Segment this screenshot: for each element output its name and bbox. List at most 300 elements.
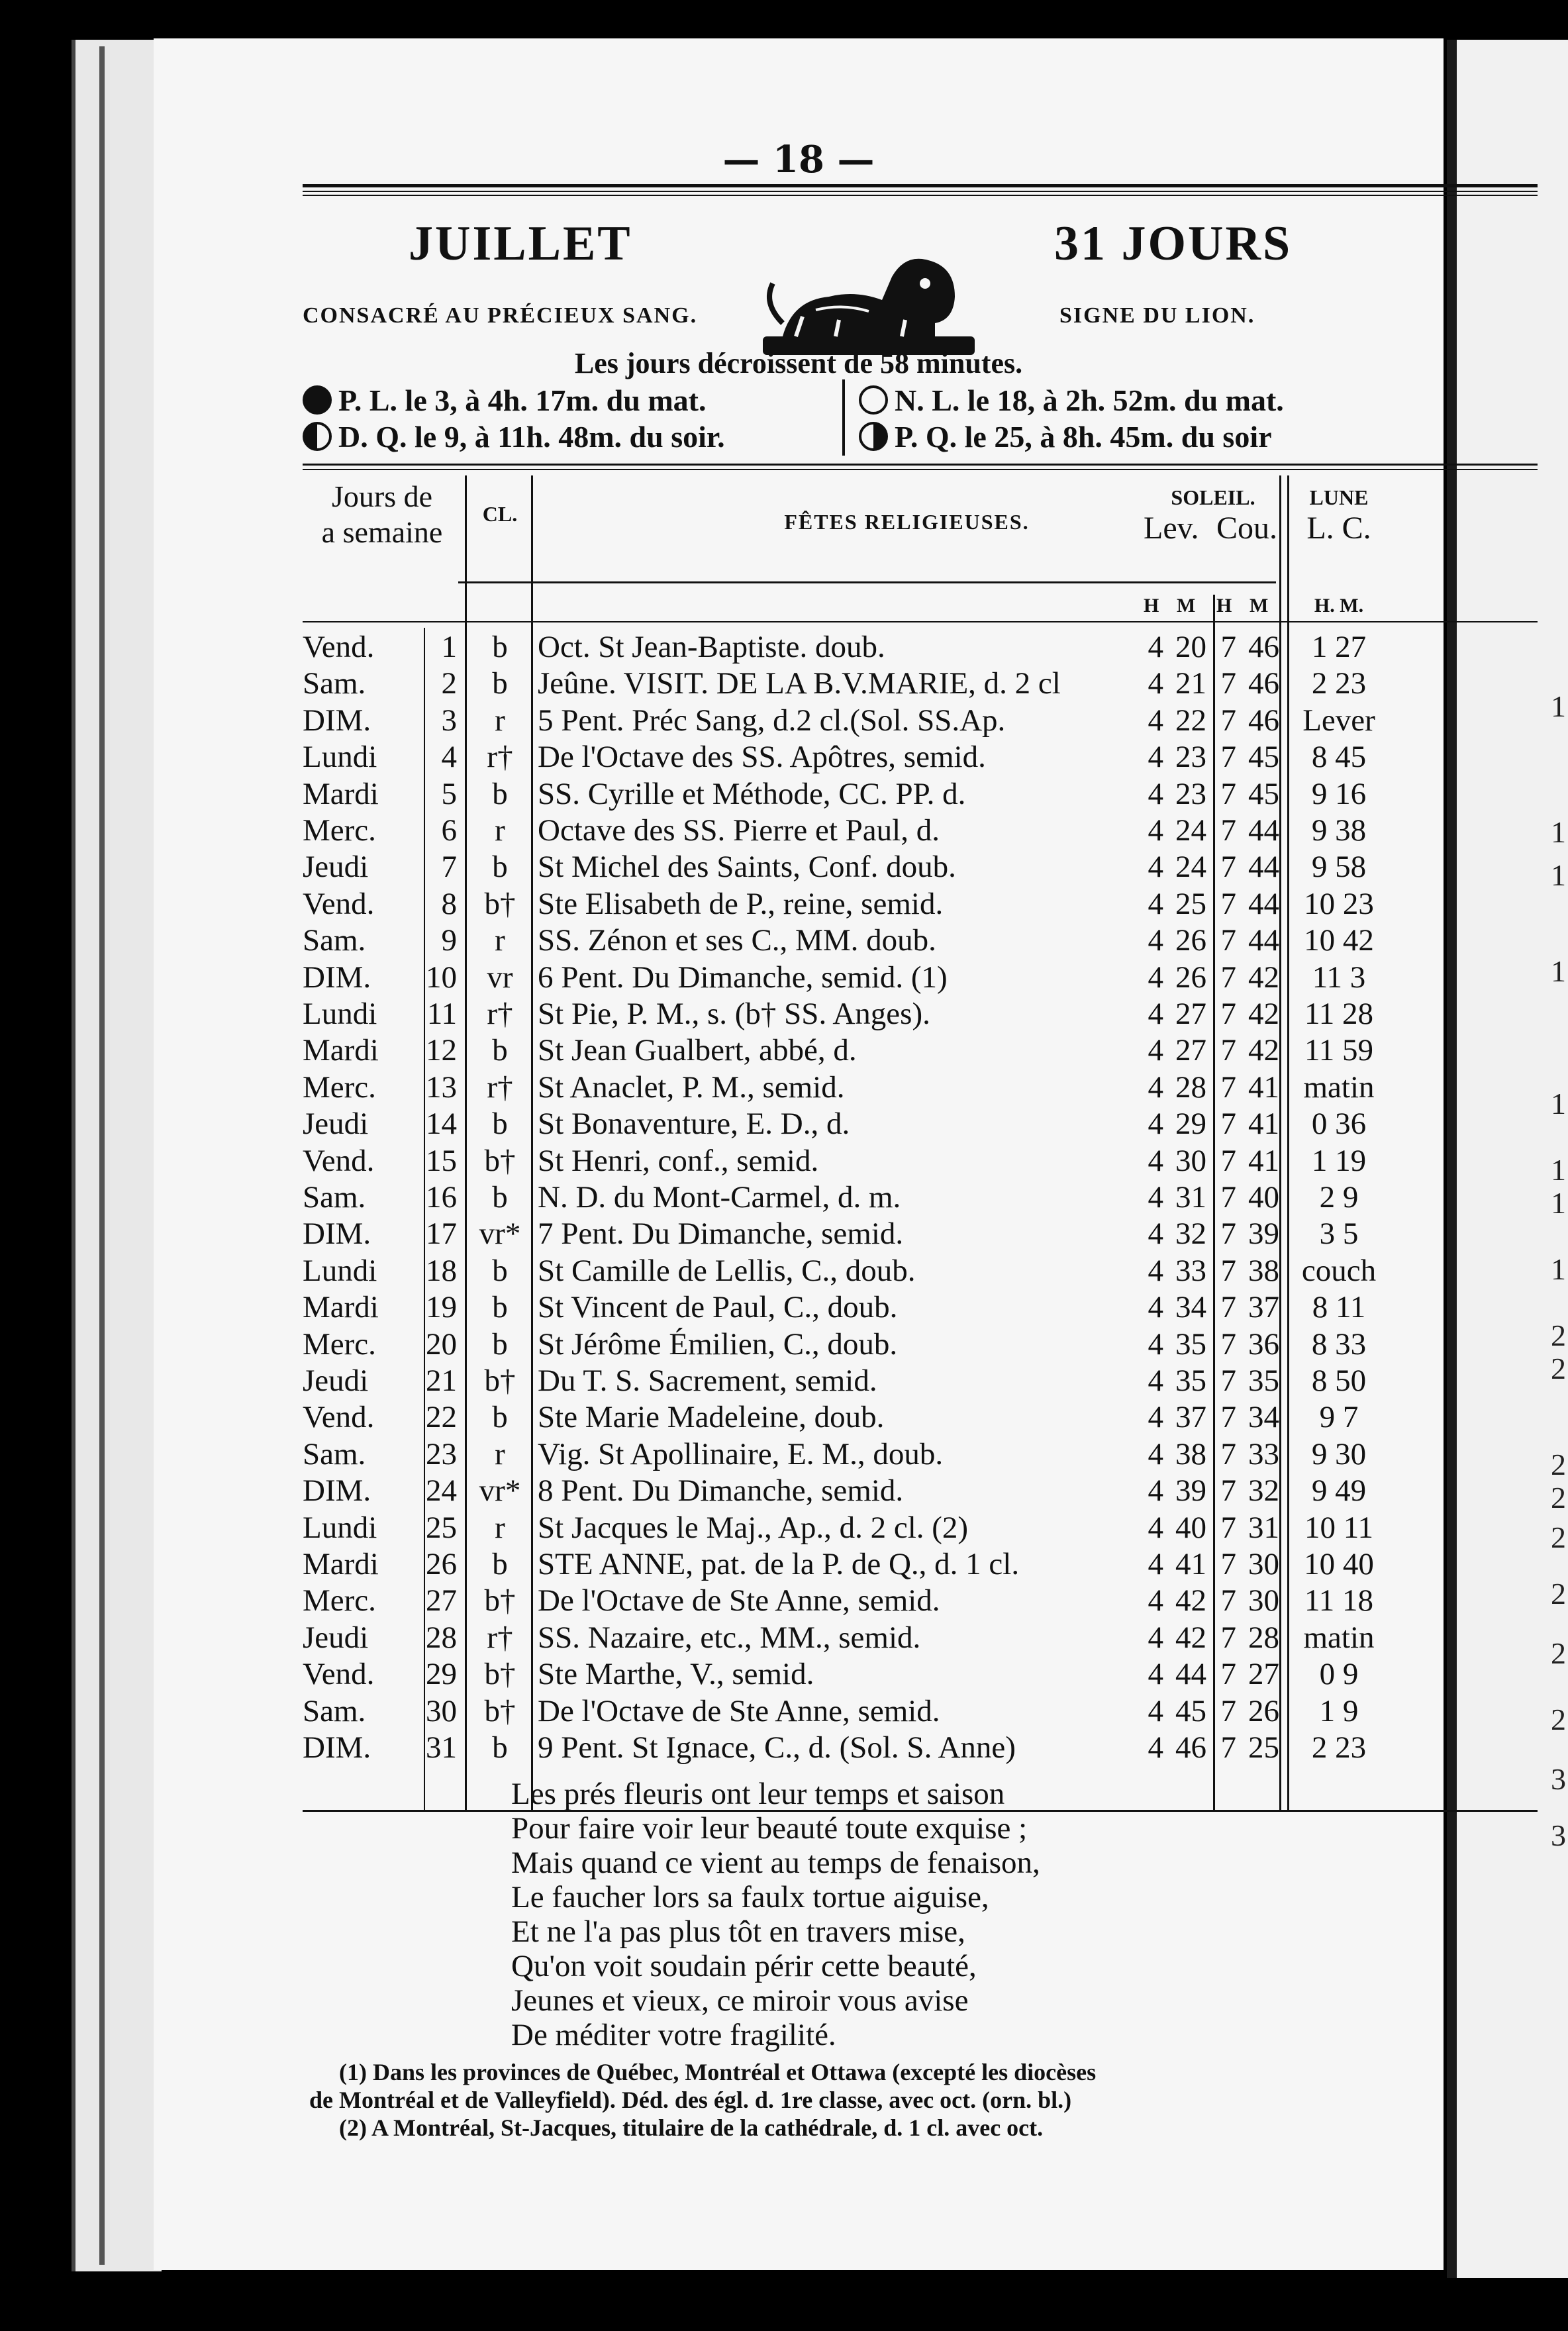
- feast-cell: 8 Pent. Du Dimanche, semid.: [538, 1473, 904, 1509]
- moon-cell: 10 42: [1304, 923, 1374, 958]
- sunrise-hour-cell: 4: [1148, 1290, 1163, 1325]
- sunset-hour-cell: 7: [1220, 1547, 1236, 1581]
- moon-cell: matin: [1303, 1069, 1375, 1105]
- day-cell: Sam.: [303, 1180, 366, 1215]
- header-soleil: SOLEIL.: [1171, 485, 1255, 509]
- header-lune-lc: L. C.: [1306, 511, 1371, 546]
- month-title: JUILLET: [409, 217, 632, 271]
- sunrise-min-cell: 41: [1175, 1547, 1206, 1581]
- poem: [511, 1777, 1040, 2052]
- table-top-rule-2: [303, 469, 1538, 470]
- moon-cell: 1 19: [1311, 1143, 1367, 1178]
- sunrise-min-cell: 28: [1175, 1069, 1206, 1105]
- sunrise-min-cell: 24: [1175, 850, 1206, 885]
- sunset-hour-cell: 7: [1220, 1693, 1236, 1728]
- class-cell: b: [492, 1107, 508, 1142]
- sunset-min-cell: 46: [1248, 703, 1279, 738]
- margin-fragment: 2: [1551, 1636, 1566, 1670]
- class-cell: b: [492, 1547, 508, 1581]
- sunrise-hour-cell: 4: [1148, 1657, 1163, 1692]
- sunrise-hour-cell: 4: [1148, 1253, 1163, 1288]
- sunset-min-cell: 41: [1248, 1069, 1279, 1105]
- sunset-hour-cell: 7: [1220, 1583, 1236, 1618]
- sunrise-min-cell: 26: [1175, 923, 1206, 958]
- class-cell: vr*: [479, 1216, 521, 1252]
- units-sun-cou-h: H: [1216, 595, 1232, 617]
- feast-cell: St Vincent de Paul, C., doub.: [538, 1290, 898, 1325]
- table-row: [154, 813, 1444, 849]
- almanac-page: [154, 38, 1444, 2270]
- table-row: [154, 629, 1444, 666]
- moon-phase-last-quarter: D. Q. le 9, à 11h. 48m. du soir.: [303, 419, 725, 454]
- sunrise-hour-cell: 4: [1148, 776, 1163, 811]
- sunset-min-cell: 35: [1248, 1364, 1279, 1398]
- moon-cell: 2 23: [1311, 666, 1367, 701]
- date-cell: 5: [441, 776, 457, 811]
- sunrise-min-cell: 44: [1175, 1657, 1206, 1692]
- footnote-1: (1) Dans les provinces de Québec, Montréal et Ottawa (excepté les diocèses: [339, 2059, 1097, 2085]
- moon-phase-first-quarter: P. Q. le 25, à 8h. 45m. du soir: [859, 419, 1272, 454]
- class-cell: b: [492, 630, 508, 664]
- sunrise-min-cell: 33: [1175, 1253, 1206, 1288]
- date-cell: 3: [441, 703, 457, 738]
- sunset-hour-cell: 7: [1220, 1069, 1236, 1105]
- class-cell: r: [495, 813, 505, 848]
- header-class: CL.: [482, 502, 518, 526]
- moon-cell: 11 59: [1304, 1033, 1373, 1068]
- feast-cell: De l'Octave de Ste Anne, semid.: [538, 1583, 940, 1618]
- sunset-hour-cell: 7: [1220, 850, 1236, 885]
- date-cell: 30: [426, 1693, 457, 1728]
- sunset-min-cell: 31: [1248, 1510, 1279, 1545]
- day-cell: Vend.: [303, 1400, 375, 1435]
- date-cell: 15: [426, 1143, 457, 1178]
- sunrise-min-cell: 38: [1175, 1436, 1206, 1471]
- moon-cell: 9 7: [1319, 1400, 1359, 1435]
- feast-cell: Oct. St Jean-Baptiste. doub.: [538, 630, 885, 664]
- date-cell: 7: [441, 850, 457, 885]
- page-number: — 18 —: [722, 138, 875, 181]
- moon-divider: [842, 379, 845, 456]
- top-rule-thin: [303, 191, 1538, 192]
- sunrise-hour-cell: 4: [1148, 1693, 1163, 1728]
- moon-cell: 11 18: [1304, 1583, 1373, 1618]
- class-cell: b†: [484, 1657, 516, 1692]
- class-cell: b: [492, 1400, 508, 1435]
- table-row: [154, 666, 1444, 702]
- sunrise-min-cell: 46: [1175, 1730, 1206, 1765]
- date-cell: 2: [441, 666, 457, 701]
- day-cell: Vend.: [303, 1657, 375, 1692]
- poem-line: De méditer votre fragilité.: [511, 2018, 836, 2052]
- moon-cell: 8 33: [1311, 1326, 1367, 1362]
- sunrise-hour-cell: 4: [1148, 1400, 1163, 1435]
- sunrise-min-cell: 35: [1175, 1364, 1206, 1398]
- class-cell: r: [495, 1436, 505, 1471]
- sunrise-hour-cell: 4: [1148, 1069, 1163, 1105]
- feast-cell: St Anaclet, P. M., semid.: [538, 1069, 845, 1105]
- sunrise-min-cell: 35: [1175, 1326, 1206, 1362]
- table-row: [154, 1179, 1444, 1216]
- moon-cell: 2 9: [1319, 1180, 1359, 1215]
- feast-cell: Jeûne. VISIT. DE LA B.V.MARIE, d. 2 cl: [538, 666, 1061, 701]
- class-cell: vr: [487, 960, 513, 995]
- sunset-min-cell: 37: [1248, 1290, 1279, 1325]
- sunrise-hour-cell: 4: [1148, 923, 1163, 958]
- feast-cell: Du T. S. Sacrement, semid.: [538, 1364, 877, 1398]
- date-cell: 6: [441, 813, 457, 848]
- class-cell: r†: [487, 740, 513, 775]
- class-cell: r: [495, 923, 505, 958]
- table-row: [154, 1693, 1444, 1730]
- day-cell: DIM.: [303, 1730, 371, 1765]
- sunset-hour-cell: 7: [1220, 1436, 1236, 1471]
- class-cell: b: [492, 1033, 508, 1068]
- sunrise-hour-cell: 4: [1148, 1730, 1163, 1765]
- sunset-hour-cell: 7: [1220, 1180, 1236, 1215]
- table-row: [154, 996, 1444, 1032]
- sunset-hour-cell: 7: [1220, 923, 1236, 958]
- sunrise-min-cell: 32: [1175, 1216, 1206, 1252]
- feast-cell: N. D. du Mont-Carmel, d. m.: [538, 1180, 901, 1215]
- table-row: [154, 1436, 1444, 1473]
- table-row: [154, 1289, 1444, 1326]
- moon-cell: 1 27: [1311, 630, 1367, 664]
- date-cell: 29: [426, 1657, 457, 1692]
- margin-fragment: 1: [1551, 858, 1566, 892]
- feast-cell: 9 Pent. St Ignace, C., d. (Sol. S. Anne): [538, 1730, 1016, 1765]
- sunrise-hour-cell: 4: [1148, 1107, 1163, 1142]
- class-cell: b†: [484, 1693, 516, 1728]
- table-row: [154, 1620, 1444, 1656]
- last-quarter-icon: [303, 422, 332, 451]
- sunrise-min-cell: 39: [1175, 1473, 1206, 1509]
- class-cell: b: [492, 850, 508, 885]
- sunrise-hour-cell: 4: [1148, 960, 1163, 995]
- sunset-min-cell: 27: [1248, 1657, 1279, 1692]
- moon-cell: matin: [1303, 1620, 1375, 1655]
- moon-cell: 0 9: [1319, 1657, 1359, 1692]
- table-row: [154, 1510, 1444, 1546]
- class-cell: b†: [484, 1364, 516, 1398]
- sunrise-hour-cell: 4: [1148, 666, 1163, 701]
- class-cell: vr*: [479, 1473, 521, 1509]
- sunset-min-cell: 44: [1248, 886, 1279, 921]
- feast-cell: STE ANNE, pat. de la P. de Q., d. 1 cl.: [538, 1547, 1020, 1581]
- day-cell: Mardi: [303, 1290, 379, 1325]
- table-row: [154, 1473, 1444, 1509]
- sunset-min-cell: 45: [1248, 740, 1279, 775]
- day-cell: Vend.: [303, 1143, 375, 1178]
- class-cell: b†: [484, 886, 516, 921]
- header-sun-coucher: Cou.: [1216, 511, 1278, 546]
- margin-fragment: 1: [1551, 1252, 1566, 1286]
- sunset-hour-cell: 7: [1220, 630, 1236, 664]
- feast-cell: SS. Zénon et ses C., MM. doub.: [538, 923, 936, 958]
- table-row: [154, 776, 1444, 813]
- moon-cell: couch: [1301, 1253, 1377, 1288]
- table-row: [154, 739, 1444, 775]
- poem-line: Qu'on voit soudain périr cette beauté,: [511, 1949, 977, 1983]
- sunset-min-cell: 38: [1248, 1253, 1279, 1288]
- moon-cell: 8 45: [1311, 740, 1367, 775]
- date-cell: 24: [426, 1473, 457, 1509]
- feast-cell: St Jérôme Émilien, C., doub.: [538, 1326, 898, 1362]
- sunset-min-cell: 36: [1248, 1326, 1279, 1362]
- day-cell: DIM.: [303, 1216, 371, 1252]
- sunset-hour-cell: 7: [1220, 740, 1236, 775]
- class-cell: r†: [487, 1069, 513, 1105]
- adjacent-page-edge-left: [72, 40, 162, 2271]
- units-sun-lev-h: H: [1144, 595, 1159, 617]
- moon-cell: 3 5: [1319, 1216, 1359, 1252]
- moon-cell: 1 9: [1319, 1693, 1359, 1728]
- sunrise-hour-cell: 4: [1148, 997, 1163, 1031]
- class-cell: b: [492, 1326, 508, 1362]
- sunrise-min-cell: 42: [1175, 1583, 1206, 1618]
- date-cell: 31: [426, 1730, 457, 1765]
- feast-cell: St Camille de Lellis, C., doub.: [538, 1253, 916, 1288]
- header-days-of-week: Jours de a semaine: [321, 479, 443, 549]
- table-row: [154, 1216, 1444, 1252]
- sunrise-hour-cell: 4: [1148, 740, 1163, 775]
- units-sun-lev-m: M: [1177, 595, 1196, 617]
- sunset-min-cell: 26: [1248, 1693, 1279, 1728]
- feast-cell: SS. Nazaire, etc., MM., semid.: [538, 1620, 921, 1655]
- sunrise-hour-cell: 4: [1148, 1033, 1163, 1068]
- sunset-min-cell: 44: [1248, 850, 1279, 885]
- moon-cell: 9 30: [1311, 1436, 1367, 1471]
- feast-cell: St Bonaventure, E. D., d.: [538, 1107, 850, 1142]
- class-cell: b: [492, 666, 508, 701]
- sunset-hour-cell: 7: [1220, 1253, 1236, 1288]
- feast-cell: De l'Octave de Ste Anne, semid.: [538, 1693, 940, 1728]
- sunrise-min-cell: 37: [1175, 1400, 1206, 1435]
- sunset-min-cell: 41: [1248, 1143, 1279, 1178]
- sunrise-min-cell: 45: [1175, 1693, 1206, 1728]
- feast-cell: Ste Elisabeth de P., reine, semid.: [538, 886, 944, 921]
- sunset-hour-cell: 7: [1220, 813, 1236, 848]
- sunset-min-cell: 42: [1248, 997, 1279, 1031]
- sunrise-hour-cell: 4: [1148, 1326, 1163, 1362]
- day-cell: Lundi: [303, 1253, 377, 1288]
- date-cell: 19: [426, 1290, 457, 1325]
- new-moon-icon: [859, 385, 888, 415]
- day-cell: Sam.: [303, 666, 366, 701]
- sunset-min-cell: 39: [1248, 1216, 1279, 1252]
- table-row: [154, 922, 1444, 959]
- margin-fragment: 1: [1551, 954, 1566, 988]
- margin-fragment: 1: [1551, 1153, 1566, 1187]
- class-cell: b†: [484, 1143, 516, 1178]
- zodiac-sign-text: SIGNE DU LION.: [1059, 303, 1255, 328]
- day-cell: Vend.: [303, 630, 375, 664]
- page-edge-line: [99, 46, 105, 2265]
- margin-fragment: 3: [1551, 1818, 1566, 1852]
- class-cell: r: [495, 703, 505, 738]
- sunset-hour-cell: 7: [1220, 1730, 1236, 1765]
- day-cell: Sam.: [303, 923, 366, 958]
- footnote-1-cont: de Montréal et de Valleyfield). Déd. des égl. d. 1re classe, avec oct. (orn. bl.): [309, 2087, 1072, 2113]
- date-cell: 11: [426, 997, 457, 1031]
- table-row: [154, 1583, 1444, 1619]
- sunrise-min-cell: 27: [1175, 1033, 1206, 1068]
- feast-cell: Vig. St Apollinaire, E. M., doub.: [538, 1436, 944, 1471]
- table-row: [154, 849, 1444, 885]
- feast-cell: St Henri, conf., semid.: [538, 1143, 819, 1178]
- margin-fragment: 2: [1551, 1318, 1566, 1352]
- class-cell: b: [492, 1253, 508, 1288]
- feast-cell: St Michel des Saints, Conf. doub.: [538, 850, 956, 885]
- moon-cell: 11 3: [1312, 960, 1366, 995]
- day-cell: Mardi: [303, 1033, 379, 1068]
- margin-fragment: 1: [1551, 815, 1566, 849]
- date-cell: 4: [441, 740, 457, 775]
- margin-fragment: 1: [1551, 1186, 1566, 1220]
- sunrise-hour-cell: 4: [1148, 1180, 1163, 1215]
- sunset-hour-cell: 7: [1220, 1143, 1236, 1178]
- date-cell: 27: [426, 1583, 457, 1618]
- poem-line: Jeunes et vieux, ce miroir vous avise: [511, 1983, 969, 2018]
- sunset-hour-cell: 7: [1220, 886, 1236, 921]
- margin-fragment: 3: [1551, 1762, 1566, 1796]
- feast-cell: 5 Pent. Préc Sang, d.2 cl.(Sol. SS.Ap.: [538, 703, 1006, 738]
- day-cell: Merc.: [303, 813, 376, 848]
- date-cell: 26: [426, 1547, 457, 1581]
- class-cell: r†: [487, 997, 513, 1031]
- sunrise-hour-cell: 4: [1148, 1216, 1163, 1252]
- sunrise-hour-cell: 4: [1148, 703, 1163, 738]
- first-quarter-icon: [859, 422, 888, 451]
- feast-cell: St Jean Gualbert, abbé, d.: [538, 1033, 857, 1068]
- days-decrease-note: Les jours décroissent de 58 minutes.: [574, 347, 1023, 379]
- date-cell: 1: [441, 630, 457, 664]
- table-row: [154, 1106, 1444, 1142]
- date-cell: 9: [441, 923, 457, 958]
- table-row: [154, 703, 1444, 739]
- day-cell: Mardi: [303, 776, 379, 811]
- top-rule-thin-2: [303, 195, 1538, 196]
- sunrise-min-cell: 42: [1175, 1620, 1206, 1655]
- header-sun-lever: Lev.: [1144, 511, 1199, 546]
- poem-line: Le faucher lors sa faulx tortue aiguise,: [511, 1880, 989, 1914]
- sunset-min-cell: 45: [1248, 776, 1279, 811]
- moon-cell: 10 11: [1304, 1510, 1373, 1545]
- sunrise-hour-cell: 4: [1148, 1436, 1163, 1471]
- sunset-min-cell: 44: [1248, 813, 1279, 848]
- sunset-hour-cell: 7: [1220, 1033, 1236, 1068]
- moon-cell: 9 49: [1311, 1473, 1367, 1509]
- margin-fragment: 2: [1551, 1703, 1566, 1736]
- day-cell: Merc.: [303, 1069, 376, 1105]
- sunrise-min-cell: 25: [1175, 886, 1206, 921]
- day-cell: Merc.: [303, 1326, 376, 1362]
- sunrise-min-cell: 27: [1175, 997, 1206, 1031]
- sunrise-min-cell: 23: [1175, 740, 1206, 775]
- class-cell: b: [492, 776, 508, 811]
- table-row: [154, 1253, 1444, 1289]
- date-cell: 28: [426, 1620, 457, 1655]
- day-cell: Mardi: [303, 1547, 379, 1581]
- sunset-hour-cell: 7: [1220, 960, 1236, 995]
- margin-fragment: 1: [1551, 689, 1566, 723]
- sunset-hour-cell: 7: [1220, 666, 1236, 701]
- table-top-rule: [303, 464, 1538, 466]
- sunset-min-cell: 41: [1248, 1107, 1279, 1142]
- day-cell: DIM.: [303, 960, 371, 995]
- date-cell: 16: [426, 1180, 457, 1215]
- class-cell: b: [492, 1290, 508, 1325]
- table-row: [154, 960, 1444, 996]
- sunset-min-cell: 42: [1248, 1033, 1279, 1068]
- sunrise-min-cell: 23: [1175, 776, 1206, 811]
- poem-line: Pour faire voir leur beauté toute exquise ;: [511, 1811, 1028, 1846]
- sunset-hour-cell: 7: [1220, 1107, 1236, 1142]
- sunrise-min-cell: 21: [1175, 666, 1206, 701]
- days-count: 31 JOURS: [1054, 217, 1293, 271]
- sunrise-min-cell: 24: [1175, 813, 1206, 848]
- day-cell: Vend.: [303, 886, 375, 921]
- moon-cell: 2 23: [1311, 1730, 1367, 1765]
- moon-phase-new: N. L. le 18, à 2h. 52m. du mat.: [859, 383, 1284, 418]
- feast-cell: SS. Cyrille et Méthode, CC. PP. d.: [538, 776, 966, 811]
- full-moon-icon: [303, 385, 332, 415]
- sunset-min-cell: 30: [1248, 1583, 1279, 1618]
- class-cell: r: [495, 1510, 505, 1545]
- class-cell: b†: [484, 1583, 516, 1618]
- day-cell: Lundi: [303, 740, 377, 775]
- date-cell: 13: [426, 1069, 457, 1105]
- sunset-min-cell: 30: [1248, 1547, 1279, 1581]
- table-row: [154, 1143, 1444, 1179]
- sunset-hour-cell: 7: [1220, 1400, 1236, 1435]
- sunrise-hour-cell: 4: [1148, 1473, 1163, 1509]
- moon-phase-full: P. L. le 3, à 4h. 17m. du mat.: [303, 383, 706, 418]
- sunrise-min-cell: 40: [1175, 1510, 1206, 1545]
- moon-cell: 10 23: [1304, 886, 1374, 921]
- feast-cell: Ste Marie Madeleine, doub.: [538, 1400, 885, 1435]
- top-rule-thick: [303, 184, 1538, 187]
- day-cell: Jeudi: [303, 1364, 369, 1398]
- day-cell: Merc.: [303, 1583, 376, 1618]
- sunset-min-cell: 25: [1248, 1730, 1279, 1765]
- table-row: [154, 1399, 1444, 1436]
- day-cell: DIM.: [303, 1473, 371, 1509]
- feast-cell: Octave des SS. Pierre et Paul, d.: [538, 813, 940, 848]
- sunrise-min-cell: 29: [1175, 1107, 1206, 1142]
- units-moon: H. M.: [1314, 595, 1364, 617]
- sunset-hour-cell: 7: [1220, 1510, 1236, 1545]
- table-row: [154, 886, 1444, 922]
- table-row: [154, 1730, 1444, 1766]
- sunset-min-cell: 44: [1248, 923, 1279, 958]
- margin-fragment: 2: [1551, 1520, 1566, 1554]
- table-row: [154, 1363, 1444, 1399]
- sunrise-min-cell: 31: [1175, 1180, 1206, 1215]
- day-cell: Lundi: [303, 1510, 377, 1545]
- poem-line: Et ne l'a pas plus tôt en travers mise,: [511, 1914, 965, 1949]
- date-cell: 25: [426, 1510, 457, 1545]
- header-lune: LUNE: [1309, 485, 1369, 509]
- sunrise-min-cell: 26: [1175, 960, 1206, 995]
- feast-cell: 7 Pent. Du Dimanche, semid.: [538, 1216, 904, 1252]
- header-under-rule: [458, 581, 1276, 583]
- sunset-min-cell: 40: [1248, 1180, 1279, 1215]
- sunrise-hour-cell: 4: [1148, 1547, 1163, 1581]
- sunrise-hour-cell: 4: [1148, 886, 1163, 921]
- sunset-hour-cell: 7: [1220, 1364, 1236, 1398]
- day-cell: Jeudi: [303, 850, 369, 885]
